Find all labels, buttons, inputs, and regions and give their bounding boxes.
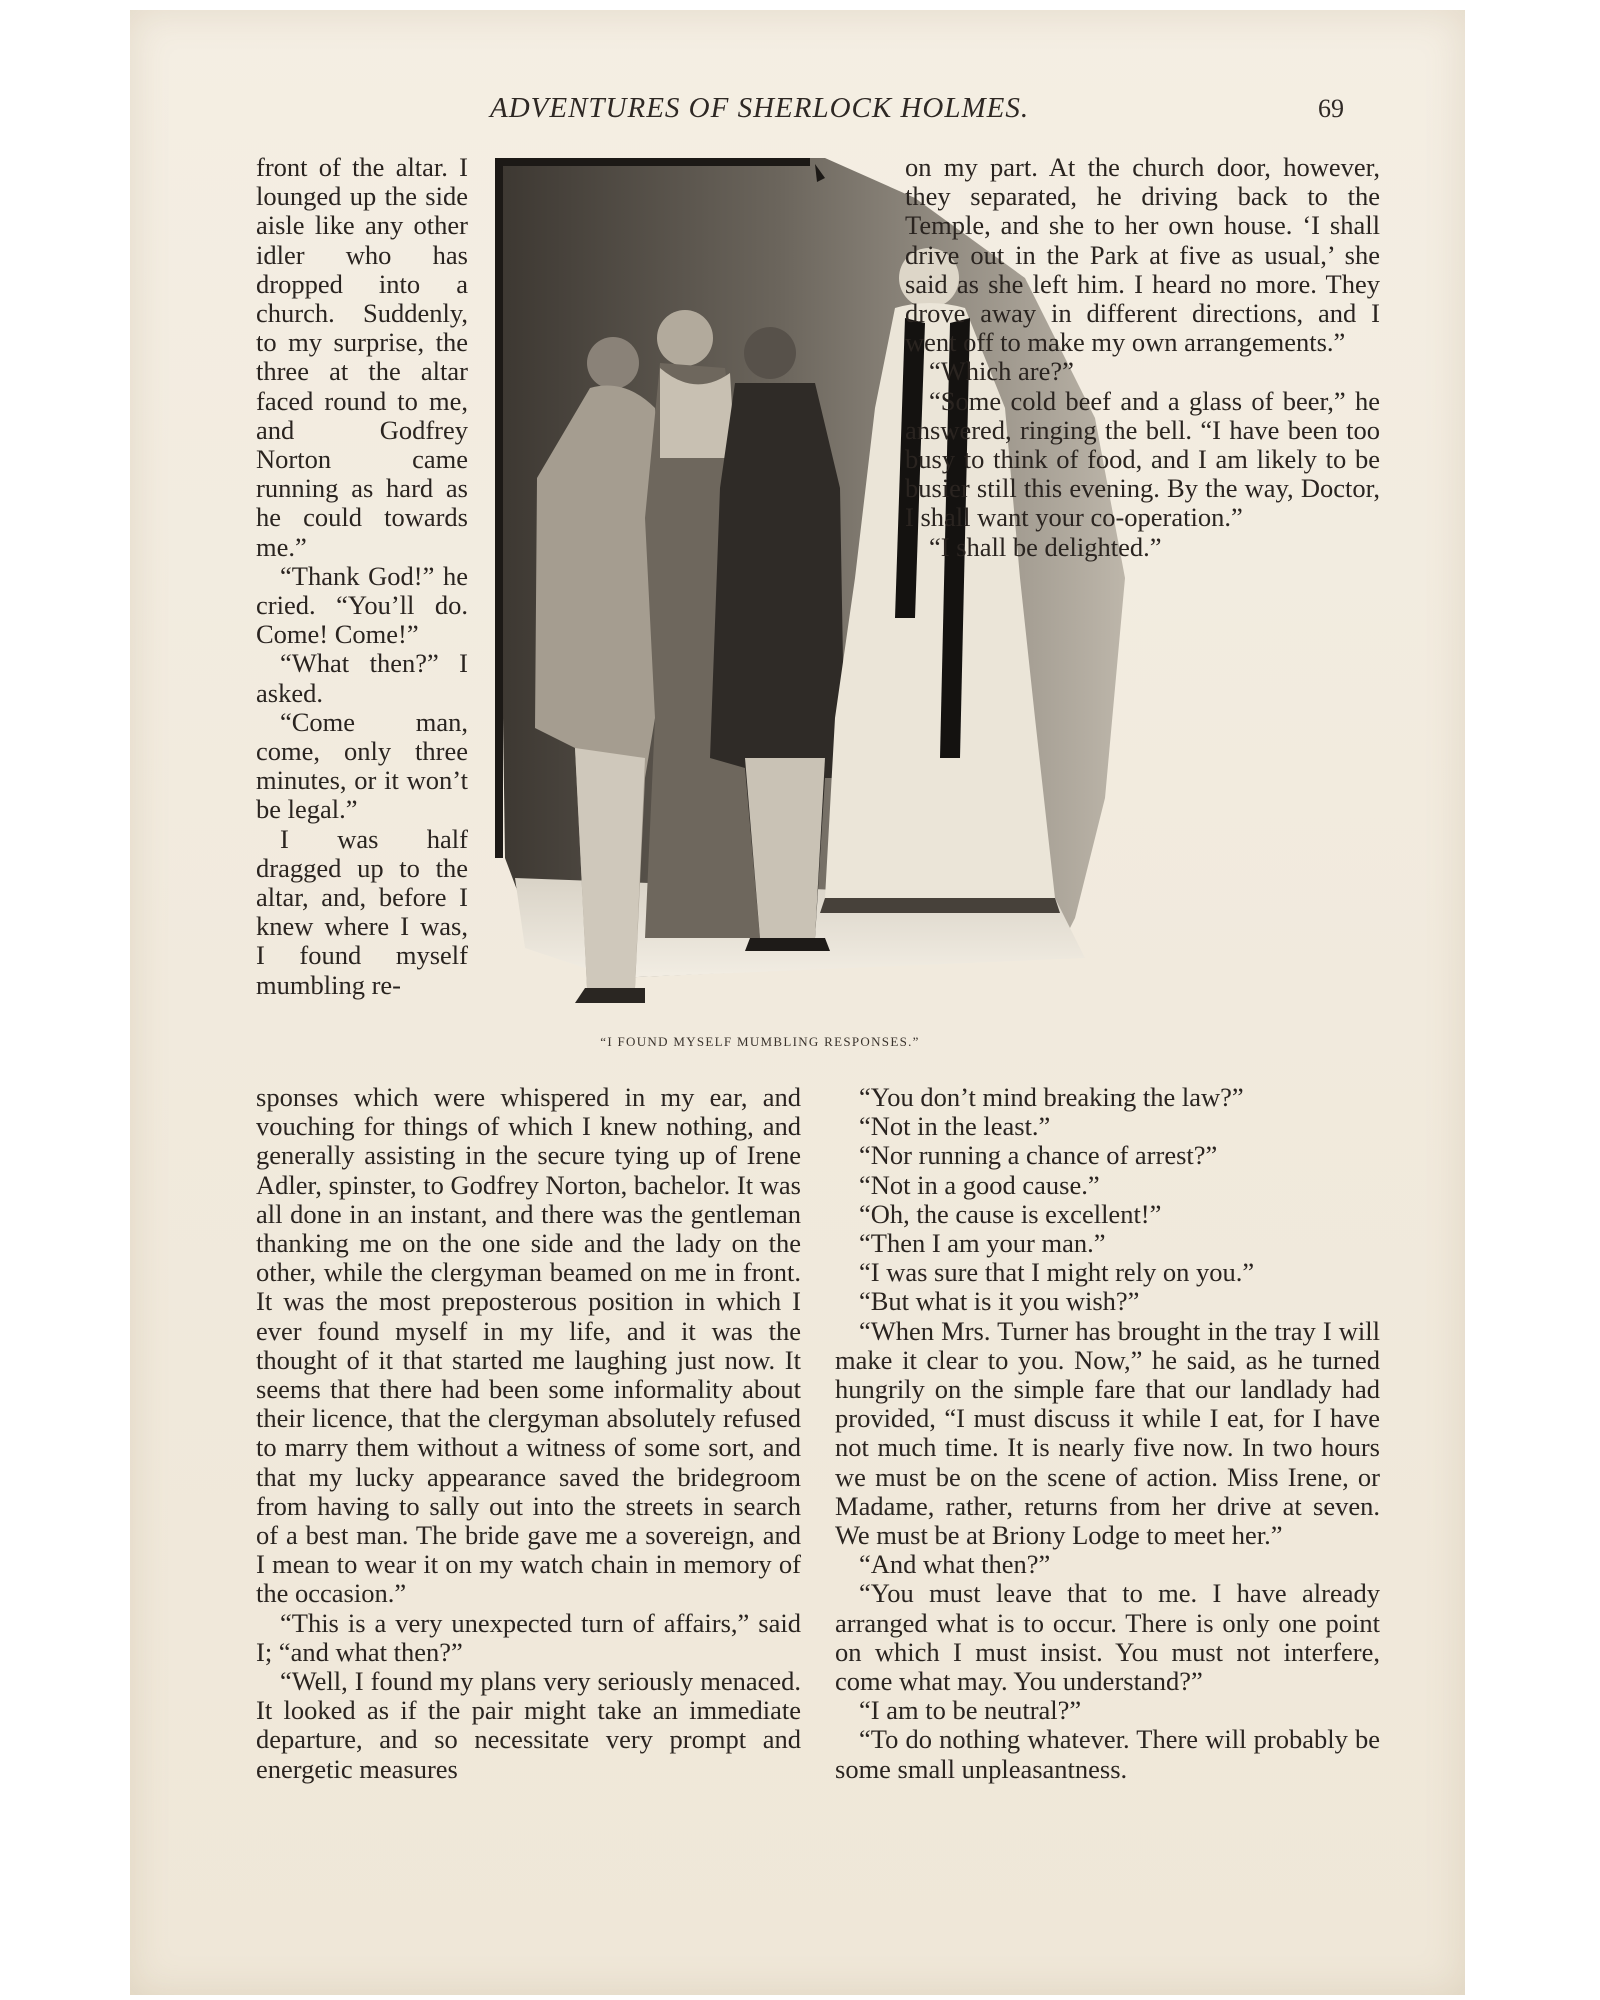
illustration-caption: “I FOUND MYSELF MUMBLING RESPONSES.” xyxy=(600,1034,920,1049)
left-column-bottom xyxy=(256,1083,801,1784)
paragraph: “Not in a good cause.” xyxy=(859,1169,1100,1200)
paragraph: “Come man, come, only three minutes, or it won’t be legal.” xyxy=(256,706,468,825)
paragraph: “Well, I found my plans very seriously menaced. It looked as if the pair might take an immediate departure, and so necessitate very prompt and energetic measures xyxy=(256,1666,801,1784)
paragraph: “You don’t mind breaking the law?” xyxy=(859,1082,1244,1112)
paragraph: I was half dragged up to the altar, and, before I knew where I was, I found myself mumbling re- xyxy=(256,823,468,1000)
paragraph: “Thank God!” he cried. “You’ll do. Come! Come!” xyxy=(256,560,468,650)
paragraph: “I shall be delighted.” xyxy=(929,531,1162,562)
paragraph: “You must leave that to me. I have already arranged what is to occur. There is only one point on which I must insist. You must not interfere, come what may. You understand?” xyxy=(835,1578,1380,1697)
paragraph: “Which are?” xyxy=(929,356,1074,387)
paragraph: on my part. At the church door, however, they separated, he driving back to the Temple, and she to her own house. ‘I shall drive out in the Park at five as usual,’ she said as she left him. I heard no more. They drove away in different directions, and I went off to make my own arrangements.” xyxy=(905,152,1380,358)
paragraph: “Not in the least.” xyxy=(859,1111,1051,1142)
paragraph: “Then I am your man.” xyxy=(859,1228,1106,1259)
paragraph: “Some cold beef and a glass of beer,” he answered, ringing the bell. “I have been too busy to think of food, and I am likely to be busier still this evening. By the way, Doctor, I shall want your co-operation.” xyxy=(905,385,1380,533)
paragraph: “What then?” I asked. xyxy=(256,648,468,708)
paragraph: “I was sure that I might rely on you.” xyxy=(859,1257,1255,1288)
paragraph: “But what is it you wish?” xyxy=(859,1286,1140,1317)
running-head: ADVENTURES OF SHERLOCK HOLMES. xyxy=(490,92,1030,124)
paragraph: “When Mrs. Turner has brought in the tray I will make it clear to you. Now,” he said, as he turned hungrily on the simple fare that our landlady had provided, “I must discuss it while I eat, for I have not much time. It is nearly five now. In two hours we must be on the scene of action. Miss Irene, or Madame, rather, returns from her drive at seven. We must be at Briony Lodge to meet her.” xyxy=(835,1315,1380,1551)
paragraph: “Nor running a chance of arrest?” xyxy=(859,1140,1218,1171)
paragraph: “And what then?” xyxy=(859,1549,1051,1580)
page-number: 69 xyxy=(1318,94,1344,123)
paragraph: “This is a very unexpected turn of affairs,” said I; “and what then?” xyxy=(256,1607,801,1667)
paragraph: “To do nothing whatever. There will probably be some small unpleasantness. xyxy=(835,1724,1380,1784)
paragraph: “I am to be neutral?” xyxy=(859,1695,1082,1726)
right-column-bottom xyxy=(835,1083,1380,1784)
paragraph: sponses which were whispered in my ear, and vouching for things of which I knew nothing, and generally assisting in the secure tying up of Irene Adler, spinster, to Godfrey Norton, bachelor. It was all done in an instant, and there was the gentleman thanking me on the one side and the lady on the other, while the clergyman beamed on me in front. It was the most preposterous position in which I ever found myself in my life, and it was the thought of it that started me laughing just now. It seems that there had been some informality about their licence, that the clergyman absolutely refused to marry them without a witness of some sort, and that my lucky appearance saved the bridegroom from having to sally out into the streets in search of a best man. The bride gave me a sovereign, and I mean to wear it on my watch chain in memory of the occasion.” xyxy=(256,1082,801,1609)
paragraph: front of the altar. I lounged up the side aisle like any other idler who has dropped into a church. Suddenly, to my surprise, the three at the altar faced round to me, and Godfrey Norton came running as hard as he could towards me.” xyxy=(256,152,468,562)
left-column-top xyxy=(256,153,468,1000)
paragraph: “Oh, the cause is excellent!” xyxy=(859,1198,1162,1229)
right-column-top xyxy=(905,153,1380,562)
